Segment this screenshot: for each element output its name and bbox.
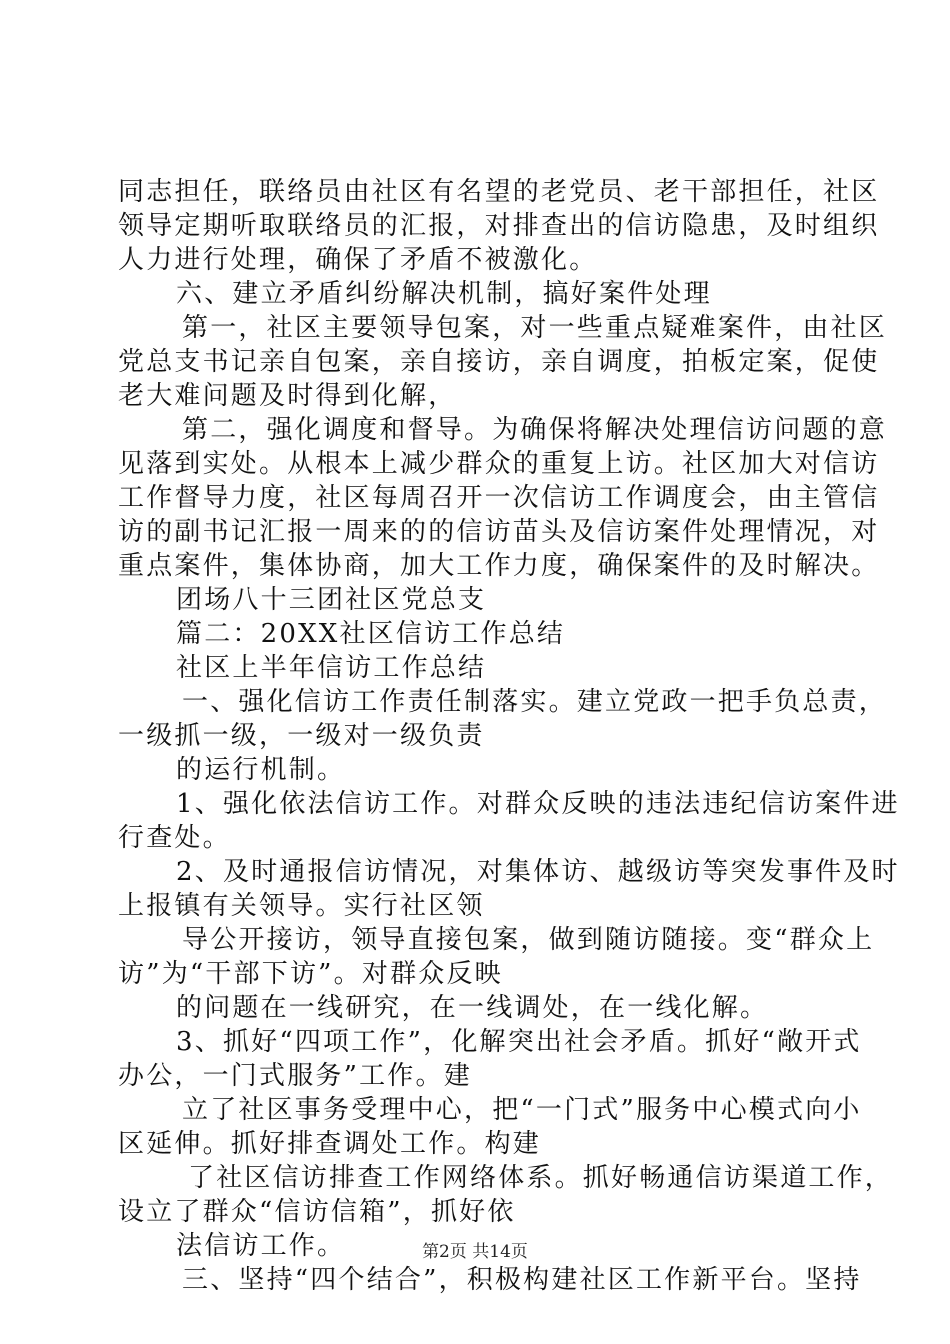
text-line-22: 上报镇有关领导。实行社区领 [118,891,485,921]
text-line-19: 1、强化依法信访工作。对群众反映的违法违纪信访案件进 [176,789,900,819]
text-line-17: 一级抓一级，一级对一级负责 [118,721,485,751]
text-line-28: 立了社区事务受理中心，把“一门式”服务中心模式向小 [182,1095,862,1125]
text-line-18: 的运行机制。 [176,755,346,785]
text-line-11: 访的副书记汇报一周来的的信访苗头及信访案件处理情况，对 [118,517,880,547]
document-subtitle: 社区上半年信访工作总结 [176,653,487,683]
section-heading-six: 六、建立矛盾纠纷解决机制，搞好案件处理 [176,279,712,309]
text-line-3: 人力进行处理，确保了矛盾不被激化。 [118,245,598,275]
text-line-5: 第一，社区主要领导包案，对一些重点疑难案件，由社区 [182,313,888,343]
text-line-9: 见落到实处。从根本上减少群众的重复上访。社区加大对信访 [118,449,880,479]
page-number-footer: 第2页 共14页 [422,1242,528,1262]
text-line-29: 区延伸。抓好排查调处工作。构建 [118,1129,542,1159]
text-line-23: 导公开接访，领导直接包案，做到随访随接。变“群众上 [182,925,875,955]
text-line-21: 2、及时通报信访情况，对集体访、越级访等突发事件及时 [176,857,900,887]
text-line-6: 党总支书记亲自包案，亲自接访，亲自调度，拍板定案，促使 [118,347,880,377]
text-line-33: 三、坚持“四个结合”，积极构建社区工作新平台。坚持 [182,1265,862,1295]
text-line-31: 设立了群众“信访信箱”，抓好依 [118,1197,516,1227]
text-line-16: 一、强化信访工作责任制落实。建立党政一把手负总责， [182,687,888,717]
text-line-12: 重点案件，集体协商，加大工作力度，确保案件的及时解决。 [118,551,880,581]
text-line-27: 办公，一门式服务”工作。建 [118,1061,472,1091]
text-line-7: 老大难问题及时得到化解， [118,381,457,411]
text-line-8: 第二，强化调度和督导。为确保将解决处理信访问题的意 [182,415,888,445]
text-line-1: 同志担任，联络员由社区有名望的老党员、老干部担任，社区 [118,177,880,207]
text-line-32: 法信访工作。 [176,1231,346,1261]
text-line-25: 的问题在一线研究，在一线调处，在一线化解。 [176,993,769,1023]
chapter-heading: 篇二：20XX社区信访工作总结 [176,619,566,649]
text-line-10: 工作督导力度，社区每周召开一次信访工作调度会，由主管信 [118,483,880,513]
signature-line: 团场八十三团社区党总支 [176,585,487,615]
text-line-24: 访”为“干部下访”。对群众反映 [118,959,503,989]
text-line-30: 了社区信访排查工作网络体系。抓好畅通信访渠道工作， [188,1163,894,1193]
text-line-26: 3、抓好“四项工作”，化解突出社会矛盾。抓好“敞开式 [176,1027,862,1057]
text-line-20: 行查处。 [118,823,231,853]
text-line-2: 领导定期听取联络员的汇报，对排查出的信访隐患，及时组织 [118,211,880,241]
